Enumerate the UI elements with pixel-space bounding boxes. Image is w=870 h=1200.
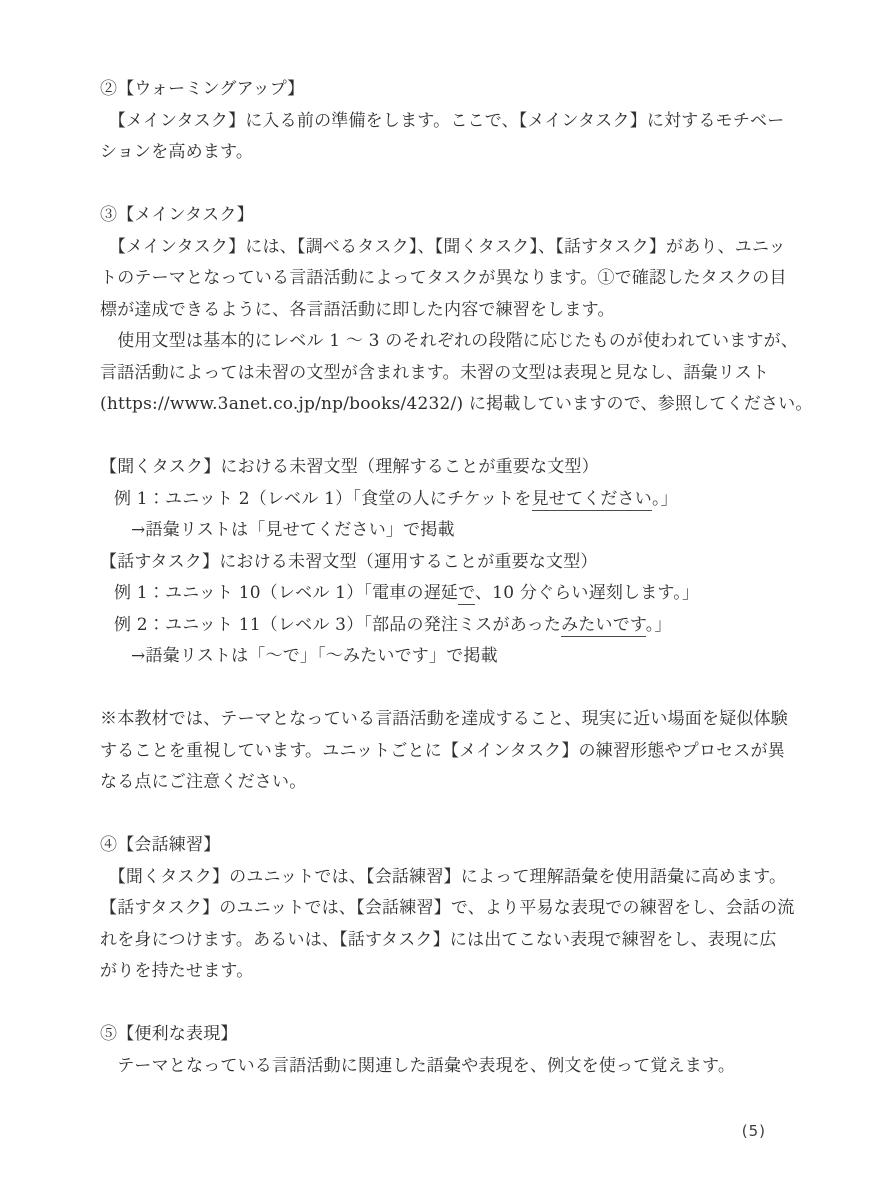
note-line-2	[100, 736, 785, 768]
maintask-para2-line-2	[100, 358, 772, 390]
warmup-para-line-2	[100, 137, 772, 169]
text-run: 【話すタスク】における未習文型（運用することが重要な文型）	[100, 551, 598, 572]
maintask-para2-line-3	[100, 389, 813, 421]
underlined-grammar-point: 見せてください	[531, 488, 652, 509]
text-run: 。」	[645, 614, 672, 635]
warmup-para-line-1	[100, 106, 785, 138]
note-line-1	[100, 704, 788, 736]
maintask-para1-line-2	[100, 263, 787, 295]
text-run: 例 1：ユニット 2（レベル 1）「食堂の人にチケットを	[114, 488, 532, 509]
maintask-para1-line-3	[100, 295, 772, 327]
text-run: 標が達成できるように、各言語活動に即した内容で練習をします。	[100, 299, 615, 320]
speaking-task-note-heading	[100, 547, 772, 579]
text-run: (https://www.3anet.co.jp/np/books/4232/) に掲載していますので、参照してください。	[100, 394, 813, 414]
speaking-example-arrow	[100, 641, 772, 673]
text-run: →語彙リストは「見せてください」で掲載	[131, 520, 455, 540]
listening-task-note-heading	[100, 452, 772, 484]
text-run: 例 2：ユニット 11（レベル 3）「部品の発注ミスがあった	[114, 614, 562, 635]
text-run: ※本教材では、テーマとなっている言語活動を達成すること、現実に近い場面を疑似体験	[100, 709, 788, 729]
text-run: れを身につけます。あるいは、【話すタスク】には出てこない表現で練習をし、表現に広	[100, 929, 777, 950]
text-run: ④【会話練習】	[100, 835, 221, 855]
text-run: ションを高めます。	[100, 142, 254, 162]
text-run: ②【ウォーミングアップ】	[100, 79, 305, 99]
page-number: (5)	[741, 1122, 766, 1140]
text-run: トのテーマとなっている言語活動によってタスクが異なります。①で確認したタスクの目	[100, 268, 787, 288]
speaking-example-2	[100, 610, 772, 642]
text-run: 【話すタスク】のユニットでは、【会話練習】で、より平易な表現での練習をし、会話の流	[100, 898, 795, 918]
text-run: 例 1：ユニット 10（レベル 1）「電車の遅延	[114, 583, 459, 603]
text-run: 言語活動によっては未習の文型が含まれます。未習の文型は表現と見なし、語彙リスト	[100, 362, 770, 383]
spacer	[100, 673, 772, 705]
maintask-para1-line-1	[100, 232, 786, 264]
listening-example-1	[100, 484, 772, 516]
conversation-para-line-4	[100, 956, 772, 988]
text-run: 使用文型は基本的にレベル 1 ～ 3 のそれぞれの段階に応じたものが使われていますが、	[100, 331, 799, 351]
text-run: することを重視しています。ユニットごとに【メインタスク】の練習形態やプロセスが異	[100, 740, 785, 761]
text-run: ⑤【便利な表現】	[100, 1024, 238, 1044]
spacer	[100, 799, 772, 831]
spacer	[100, 169, 772, 201]
text-run: なる点にご注意ください。	[100, 772, 307, 792]
note-line-3	[100, 767, 772, 799]
text-run: テーマとなっている言語活動に関連した語彙や表現を、例文を使って覚えます。	[100, 1055, 736, 1076]
spacer	[100, 421, 772, 453]
warmup-heading	[100, 74, 772, 106]
listening-example-arrow	[100, 515, 772, 547]
conversation-para-line-2	[100, 893, 795, 925]
underlined-grammar-point: で	[458, 583, 475, 603]
conversation-para-line-1	[100, 862, 787, 894]
text-run: 【聞くタスク】のユニットでは、【会話練習】によって理解語彙を使用語彙に高めます。	[100, 866, 787, 887]
useful-expressions-para-line-1	[100, 1051, 772, 1083]
conversation-heading	[100, 830, 772, 862]
speaking-example-1	[100, 578, 772, 610]
conversation-para-line-3	[100, 925, 777, 957]
text-run: 【メインタスク】に入る前の準備をします。ここで、【メインタスク】に対するモチベー	[100, 110, 785, 131]
maintask-para2-line-1	[100, 326, 799, 358]
text-run: 。」	[651, 488, 678, 509]
useful-expressions-heading	[100, 1019, 772, 1051]
spacer	[100, 988, 772, 1020]
text-run: →語彙リストは「～で」「～みたいです」で掲載	[131, 646, 498, 666]
text-run: 、10 分ぐらい遅刻します。」	[474, 583, 700, 603]
text-run: がりを持たせます。	[100, 961, 254, 981]
maintask-heading	[100, 200, 772, 232]
text-run: 【聞くタスク】における未習文型（理解することが重要な文型）	[100, 457, 599, 477]
text-run: 【メインタスク】には、【調べるタスク】、【聞くタスク】、【話すタスク】があり、ユニッ	[100, 236, 786, 257]
underlined-grammar-point: みたいです	[561, 614, 646, 635]
text-run: ③【メインタスク】	[100, 205, 254, 225]
document-body	[100, 74, 813, 1082]
